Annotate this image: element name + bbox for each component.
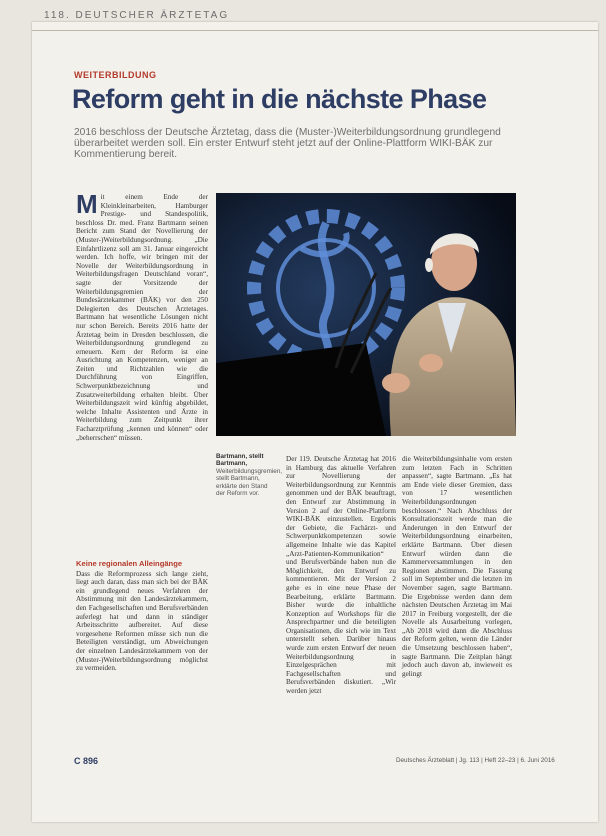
column-2: Der 119. Deutsche Ärztetag hat 2016 in Hamburg das aktuelle Verfahren zur Novellierung der Weiterbildungsordnung zur Kenntnis genommen und der BÄK beauftragt, den Entwurf zur Abstimmung in Version 2 auf der Online-Plattform WIKI-BÄK einzustellen. Ergebnis der Gebiete, die Fachärzt- und Schwerpunktkompetenzen sowie allgemeine Inhalte wie das Kapitel „Arzt-Patienten-Kommunikation“ und Berufsverbände haben nun die Möglichkeit, den Entwurf zu kommentieren. Mit der Version 2 gehe es in eine neue Phase der Bearbeitung, erklärte Bartmann. Bisher wurde die inhaltliche Konzeption auf Workshops für die Ansprechpartner und die beteiligten Organisationen, die sich wie im Text unterstellt sehen. Darüber hinaus wurde zum ersten Entwurf der neuen Weiterbildungsordnung in Einzelgesprächen mit Fachgesellschaften und Berufsverbänden diskutiert. „Wir werden jetzt — [286, 455, 396, 696]
column-1-continued — [76, 560, 208, 673]
article-lead: 2016 beschloss der Deutsche Ärztetag, dass die (Muster-)Weiterbildungsordnung grundlegend überarbeitet werden soll. Ein erster Entwurf steht jetzt auf der Online-Plattform WIKI-BÄK zur Kommentierung bereit. — [74, 127, 501, 160]
column-1 — [76, 189, 208, 442]
drop-cap: M — [76, 189, 98, 219]
column-1-text: it einem Ende der Kleinkleinarbeiten, Hamburger Prestige- und Standespolitik, beschloss Dr. med. Franz Bartmann seinen Bericht zum Stand der Novellierung der (Muster-)Weiterbildungsordnung. „Die Einfahrtlizenz soll am 31. Januar eingereicht werden. Ich hoffe, wir bringen mit der Novelle der Weiterbildungsordnung in Weiterbildungsfragen Deutschland voran“, sagte der Vorsitzende der Weiterbildungsgremien der Bundesärztekammer (BÄK) vor den 250 Delegierten des Deutschen Ärztetages. Bartmann hat wesentliche Lösungen nicht nur schon Bereich. Bereits 2016 hatte der Ärztetag beim in Dresden beschlossen, die Weiterbildungsordnung grundlegend zu erneuern. Kern der Reform ist eine Ausrichtung an Kompetenzen, weniger an Zeiten und Richtzahlen wie die Durchführung von Eingriffen, Schwerpunktbezeichnung und Zusatzweiterbildung erhalten bleibt. Über Weiterbildungszeit wird künftig abgebildet, welche Inhalte Assistenten und Ärzte in Weiterbildung zum Zeitpunkt ihrer Facharztprüfung „kennen und können“ oder „beherrschen“ müssen. — [76, 193, 208, 442]
caption-text: Weiterbildungsgremien, stellt Bartmann, erklärte den Stand der Reform vor. — [216, 467, 283, 498]
photo-caption — [216, 453, 283, 498]
section-header: 118. DEUTSCHER ÄRZTETAG — [44, 10, 230, 21]
subheading: Keine regionalen Alleingänge — [76, 559, 183, 568]
article-kicker: WEITERBILDUNG — [74, 70, 157, 80]
caption-lead: Bartmann, stellt Bartmann, — [216, 453, 264, 468]
column-3: die Weiterbildungsinhalte vom ersten zum letzten Fach in Schritten anpassen“, sagte Bartmann. „Es hat am Ende viele dieser Gremien, dass von 17 wesentlichen Weiterbildungsordnungen beschlossen.“ Nach Abschluss der Konsultationszeit werde man die Änderungen in den Entwurf der Weiterbildungsordnung einarbeiten, erklärte Bartmann. Über diesen Entwurf würden dann die Kammerversammlungen in den Regionen abstimmen. Die Fassung soll im September und die letzten im November sagen, sagte Bartmann. Die Ergebnisse werden dann dem nächsten Deutschen Ärztetag im Mai 2017 in Freiburg vorgestellt, der die Novelle als Ausarbeitung vorlegen, „Ab 2018 wird dann die Abschluss der Reform gelten, wenn die Länder die Umsetzung beschlossen haben“, sagte Bartmann. Die Zeitplan hängt jedoch auch davon ab, inwieweit es gelingt — [402, 455, 512, 678]
column-1b-text: Dass die Reformprozess sich lange zieht, liegt auch daran, dass man sich bei der BÄK ein grundlegend neues Verfahren der Abstimmung mit den Landesärztekammern, den Fachgesellschaften und Berufsverbänden auferlegt hat und dann in ständiger Arbeitsschritte aufbereitet. Auf diese vorgesehene Reformen müsse sich nun die Beteiligten verständigt, um Abweichungen der einzelnen Landesärztekammern von der (Muster-)Weiterbildungsordnung möglichst zu vermeiden. — [76, 569, 208, 673]
header-rule — [32, 30, 598, 31]
journal-citation: Deutsches Ärzteblatt | Jg. 113 | Heft 22–23 | 6. Juni 2016 — [396, 757, 555, 764]
speaker-photo — [216, 193, 516, 436]
article-title: Reform geht in die nächste Phase — [72, 84, 487, 114]
page-number: C 896 — [74, 756, 99, 766]
